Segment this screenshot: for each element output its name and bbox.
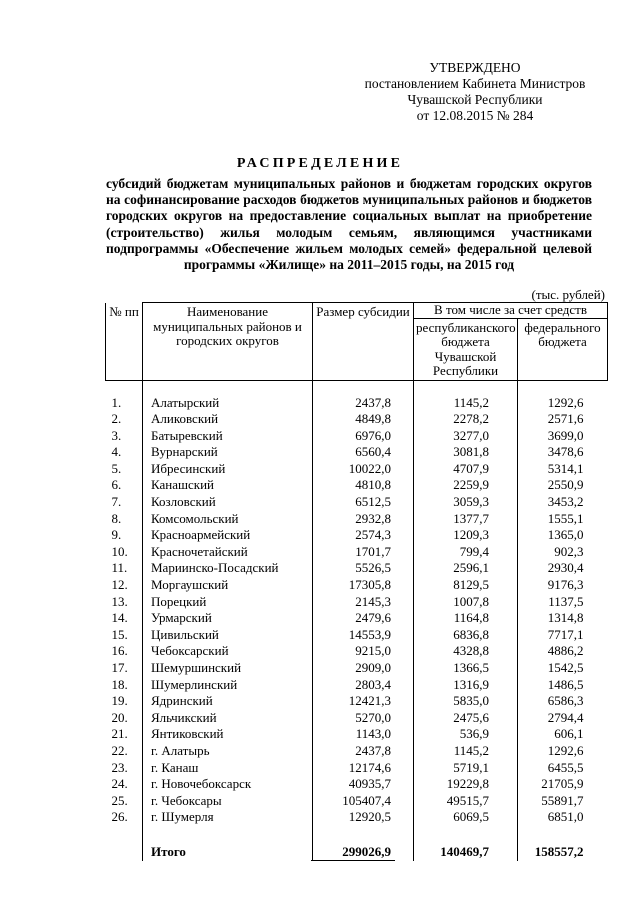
row-subsidy-size: 12421,3 — [313, 693, 414, 710]
row-number: 1. — [111, 394, 122, 410]
table-row — [106, 461, 608, 478]
row-federal-budget: 6586,3 — [518, 693, 608, 710]
approved-by: постановлением Кабинета Министров — [364, 76, 586, 91]
row-number: 14. — [111, 610, 128, 626]
row-name: г. Чебоксары — [143, 793, 313, 810]
document-subtitle: субсидий бюджетам муниципальных районов и бюджетам городских округов на софинансирование расходов бюджетов муниципальных районов и бюджетов городских округов на предоставление социальных выплат на приобретение (строительство) жилья молодым семьям, являющимся участниками подпрограммы «Обеспечение жильем молодых семей» федеральной целевой программы «Жилище» на 2011–2015 годы, на 2015 год — [106, 176, 592, 273]
row-republic-budget: 6069,5 — [414, 809, 518, 826]
row-subsidy-size: 40935,7 — [313, 776, 414, 793]
table-row — [106, 560, 608, 577]
row-federal-budget: 1314,8 — [518, 610, 608, 627]
row-republic-budget: 2278,2 — [414, 411, 518, 428]
row-subsidy-size: 105407,4 — [313, 793, 414, 810]
row-federal-budget: 1365,0 — [518, 527, 608, 544]
row-number: 22. — [111, 742, 128, 758]
table-row — [106, 776, 608, 793]
table-row — [106, 494, 608, 511]
table-row — [106, 594, 608, 611]
row-federal-budget: 2571,6 — [518, 411, 608, 428]
row-name: г. Алатырь — [143, 743, 313, 760]
row-name: Вурнарский — [143, 444, 313, 461]
row-subsidy-size: 10022,0 — [313, 461, 414, 478]
approved-label: УТВЕРЖДЕНО — [429, 60, 521, 75]
row-subsidy-size: 1143,0 — [313, 726, 414, 743]
table-row — [106, 610, 608, 627]
row-number: 8. — [111, 510, 122, 526]
row-federal-budget: 5314,1 — [518, 461, 608, 478]
row-subsidy-size: 4849,8 — [313, 411, 414, 428]
row-name: Яльчикский — [143, 710, 313, 727]
row-subsidy-size: 2932,8 — [313, 511, 414, 528]
row-republic-budget: 4707,9 — [414, 461, 518, 478]
row-number: 23. — [111, 759, 128, 775]
row-republic-budget: 799,4 — [414, 544, 518, 561]
row-subsidy-size: 12174,6 — [313, 760, 414, 777]
row-republic-budget: 536,9 — [414, 726, 518, 743]
row-subsidy-size: 6560,4 — [313, 444, 414, 461]
distribution-table-wrapper — [105, 302, 607, 861]
header-subsidy-size: Размер субсидии — [313, 303, 414, 381]
total-subsidy-size: 299026,9 — [313, 844, 414, 861]
header-including: В том числе за счет средств — [414, 303, 608, 319]
row-federal-budget: 1542,5 — [518, 660, 608, 677]
row-subsidy-size: 14553,9 — [313, 627, 414, 644]
row-number: 3. — [111, 427, 122, 443]
row-number: 24. — [111, 776, 128, 792]
row-number: 4. — [111, 444, 122, 460]
row-subsidy-size: 2437,8 — [313, 743, 414, 760]
row-number: 11. — [111, 560, 128, 576]
table-row — [106, 477, 608, 494]
table-row — [106, 760, 608, 777]
row-republic-budget: 6836,8 — [414, 627, 518, 644]
table-row — [106, 511, 608, 528]
table-row — [106, 643, 608, 660]
row-federal-budget: 4886,2 — [518, 643, 608, 660]
row-subsidy-size: 2803,4 — [313, 677, 414, 694]
row-federal-budget: 3478,6 — [518, 444, 608, 461]
total-row — [106, 844, 608, 861]
approved-date-number: от 12.08.2015 № 284 — [416, 108, 534, 123]
row-name: г. Шумерля — [143, 809, 313, 826]
distribution-table — [105, 302, 608, 861]
table-row — [106, 428, 608, 445]
row-number: 13. — [111, 593, 128, 609]
row-number: 10. — [111, 543, 128, 559]
row-name: Канашский — [143, 477, 313, 494]
row-federal-budget: 606,1 — [518, 726, 608, 743]
row-number: 2. — [111, 411, 122, 427]
row-name: Алатырский — [143, 395, 313, 412]
row-subsidy-size: 9215,0 — [313, 643, 414, 660]
table-row — [106, 627, 608, 644]
row-federal-budget: 1292,6 — [518, 743, 608, 760]
approved-republic: Чувашской Республики — [407, 92, 543, 107]
row-number: 15. — [111, 626, 128, 642]
row-name: Цивильский — [143, 627, 313, 644]
row-republic-budget: 4328,8 — [414, 643, 518, 660]
row-name: Красночетайский — [143, 544, 313, 561]
row-republic-budget: 1145,2 — [414, 395, 518, 412]
header-number: № пп — [106, 303, 143, 381]
row-number: 19. — [111, 693, 128, 709]
row-name: Ибресинский — [143, 461, 313, 478]
row-republic-budget: 5719,1 — [414, 760, 518, 777]
table-row — [106, 710, 608, 727]
row-name: Аликовский — [143, 411, 313, 428]
row-republic-budget: 1209,3 — [414, 527, 518, 544]
table-row — [106, 577, 608, 594]
row-republic-budget: 1377,7 — [414, 511, 518, 528]
row-subsidy-size: 2479,6 — [313, 610, 414, 627]
row-republic-budget: 49515,7 — [414, 793, 518, 810]
row-federal-budget: 9176,3 — [518, 577, 608, 594]
row-number: 26. — [111, 809, 128, 825]
row-federal-budget: 1292,6 — [518, 395, 608, 412]
row-number: 5. — [111, 460, 122, 476]
row-number: 16. — [111, 643, 128, 659]
row-number: 20. — [111, 709, 128, 725]
row-federal-budget: 2550,9 — [518, 477, 608, 494]
row-republic-budget: 3059,3 — [414, 494, 518, 511]
table-row — [106, 411, 608, 428]
row-name: Козловский — [143, 494, 313, 511]
row-name: Порецкий — [143, 594, 313, 611]
table-row — [106, 793, 608, 810]
table-row — [106, 527, 608, 544]
row-subsidy-size: 2574,3 — [313, 527, 414, 544]
header-name: Наименование муниципальных районов и городских округов — [143, 303, 313, 381]
row-federal-budget: 1555,1 — [518, 511, 608, 528]
row-number: 7. — [111, 494, 122, 510]
row-republic-budget: 2475,6 — [414, 710, 518, 727]
table-row — [106, 395, 608, 412]
row-republic-budget: 8129,5 — [414, 577, 518, 594]
row-federal-budget: 1137,5 — [518, 594, 608, 611]
row-subsidy-size: 6512,5 — [313, 494, 414, 511]
row-republic-budget: 5835,0 — [414, 693, 518, 710]
row-federal-budget: 6851,0 — [518, 809, 608, 826]
table-row — [106, 677, 608, 694]
row-number: 25. — [111, 792, 128, 808]
row-name: Янтиковский — [143, 726, 313, 743]
row-name: Мариинско-Посадский — [143, 560, 313, 577]
row-name: Шумерлинский — [143, 677, 313, 694]
row-number: 9. — [111, 527, 122, 543]
row-federal-budget: 3453,2 — [518, 494, 608, 511]
row-name: Батыревский — [143, 428, 313, 445]
row-federal-budget: 2794,4 — [518, 710, 608, 727]
row-federal-budget: 7717,1 — [518, 627, 608, 644]
row-republic-budget: 1145,2 — [414, 743, 518, 760]
total-republic-budget: 140469,7 — [414, 844, 518, 861]
table-row — [106, 693, 608, 710]
row-republic-budget: 1164,8 — [414, 610, 518, 627]
row-federal-budget: 902,3 — [518, 544, 608, 561]
table-body — [106, 380, 608, 861]
row-subsidy-size: 5270,0 — [313, 710, 414, 727]
row-federal-budget: 3699,0 — [518, 428, 608, 445]
row-federal-budget: 1486,5 — [518, 677, 608, 694]
row-number: 6. — [111, 477, 122, 493]
row-republic-budget: 3081,8 — [414, 444, 518, 461]
total-label: Итого — [143, 844, 313, 861]
table-row — [106, 809, 608, 826]
row-number: 18. — [111, 676, 128, 692]
row-number: 21. — [111, 726, 128, 742]
row-subsidy-size: 12920,5 — [313, 809, 414, 826]
row-number: 12. — [111, 577, 128, 593]
row-republic-budget: 1316,9 — [414, 677, 518, 694]
row-subsidy-size: 4810,8 — [313, 477, 414, 494]
row-subsidy-size: 6976,0 — [313, 428, 414, 445]
total-federal-budget: 158557,2 — [518, 844, 608, 861]
row-name: Моргаушский — [143, 577, 313, 594]
row-name: Ядринский — [143, 693, 313, 710]
units-label: (тыс. рублей) — [531, 287, 605, 302]
approval-stamp — [340, 60, 610, 124]
total-number — [106, 844, 143, 861]
row-republic-budget: 1007,8 — [414, 594, 518, 611]
row-name: Комсомольский — [143, 511, 313, 528]
table-row — [106, 726, 608, 743]
table-row — [106, 660, 608, 677]
row-republic-budget: 2596,1 — [414, 560, 518, 577]
row-subsidy-size: 2437,8 — [313, 395, 414, 412]
table-row — [106, 544, 608, 561]
row-name: г. Новочебоксарск — [143, 776, 313, 793]
table-row — [106, 444, 608, 461]
header-republic-budget: республиканского бюджета Чувашской Республики — [414, 318, 518, 380]
row-subsidy-size: 2145,3 — [313, 594, 414, 611]
row-federal-budget: 55891,7 — [518, 793, 608, 810]
row-subsidy-size: 1701,7 — [313, 544, 414, 561]
row-republic-budget: 3277,0 — [414, 428, 518, 445]
row-name: Красноармейский — [143, 527, 313, 544]
row-name: г. Канаш — [143, 760, 313, 777]
row-federal-budget: 21705,9 — [518, 776, 608, 793]
row-name: Урмарский — [143, 610, 313, 627]
row-number: 17. — [111, 660, 128, 675]
row-name: Чебоксарский — [143, 643, 313, 660]
table-row — [106, 743, 608, 760]
document-title: РАСПРЕДЕЛЕНИЕ — [236, 156, 404, 171]
row-subsidy-size: 2909,0 — [313, 660, 414, 677]
row-subsidy-size: 5526,5 — [313, 560, 414, 577]
row-republic-budget: 1366,5 — [414, 660, 518, 677]
row-subsidy-size: 17305,8 — [313, 577, 414, 594]
row-republic-budget: 19229,8 — [414, 776, 518, 793]
header-federal-budget: федерального бюджета — [518, 318, 608, 380]
row-name: Шемуршинский — [143, 660, 313, 677]
row-federal-budget: 2930,4 — [518, 560, 608, 577]
row-republic-budget: 2259,9 — [414, 477, 518, 494]
row-federal-budget: 6455,5 — [518, 760, 608, 777]
footer-rule — [311, 860, 395, 861]
